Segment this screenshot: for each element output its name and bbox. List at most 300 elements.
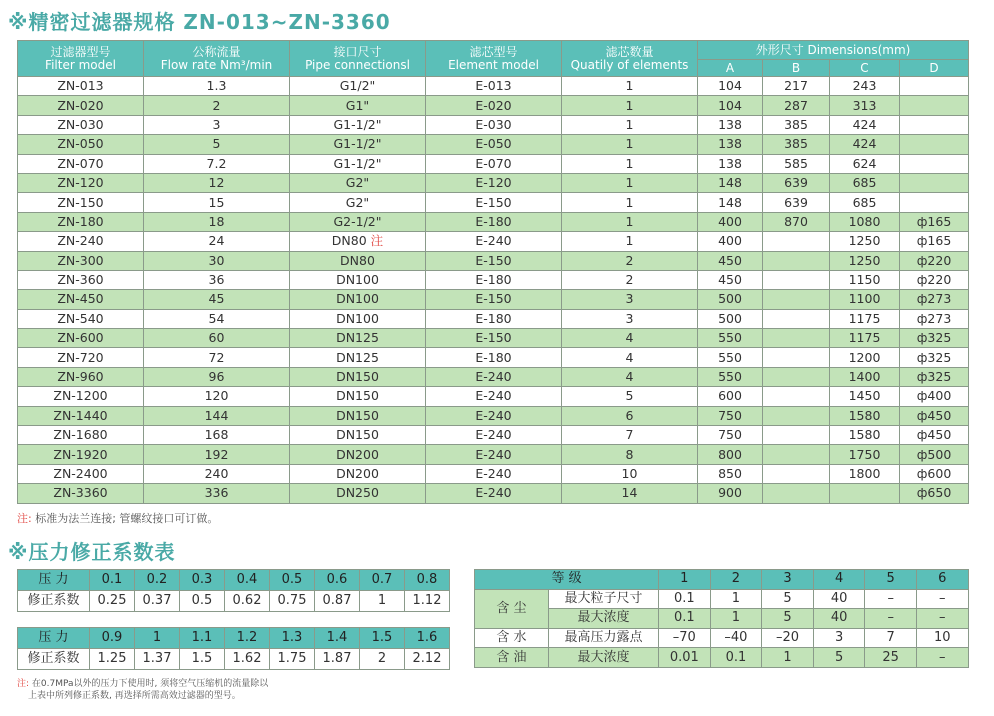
cell-dim-a: 138 (698, 135, 763, 154)
cell-qty: 2 (562, 251, 698, 270)
cell-dim-b (763, 484, 830, 503)
pressure-table-1 (17, 569, 450, 612)
pressure-value: 0.6 (315, 570, 360, 591)
cell-qty: 1 (562, 96, 698, 115)
cell-element: E-120 (426, 173, 562, 192)
cell-flow: 54 (144, 309, 290, 328)
grade-level: 1 (659, 570, 711, 590)
factor-value: 1.62 (225, 649, 270, 670)
factor-value: 2.12 (405, 649, 450, 670)
cell-qty: 1 (562, 193, 698, 212)
table-row (18, 173, 969, 192)
cell-dim-b: 870 (763, 212, 830, 231)
pressure-label: 压 力 (18, 570, 90, 591)
cell-dim-b (763, 406, 830, 425)
cell-pipe: DN150 (290, 387, 426, 406)
cell-model: ZN-1680 (18, 426, 144, 445)
cell-qty: 14 (562, 484, 698, 503)
factor-value: 1.5 (180, 649, 225, 670)
cell-flow: 168 (144, 426, 290, 445)
grade-level: 5 (865, 570, 917, 590)
cell-flow: 336 (144, 484, 290, 503)
cell-qty: 1 (562, 135, 698, 154)
cell-flow: 3 (144, 115, 290, 134)
cell-dim-b (763, 251, 830, 270)
cell-dim-d (900, 154, 969, 173)
cell-dim-d: ф450 (900, 426, 969, 445)
cell-element: E-020 (426, 96, 562, 115)
table-row (18, 135, 969, 154)
cell-flow: 144 (144, 406, 290, 425)
cell-element: E-240 (426, 406, 562, 425)
cell-dim-a: 400 (698, 232, 763, 251)
cell-model: ZN-540 (18, 309, 144, 328)
cell-dim-d: ф165 (900, 232, 969, 251)
cell-element: E-240 (426, 426, 562, 445)
grade-metric: 最大粒子尺寸 (549, 589, 659, 609)
grade-value: –70 (659, 628, 711, 648)
table-row (18, 193, 969, 212)
table-row (18, 115, 969, 134)
pressure-title: ※压力修正系数表 (8, 540, 176, 564)
cell-dim-c: 1080 (830, 212, 900, 231)
cell-model: ZN-050 (18, 135, 144, 154)
cell-dim-c: 313 (830, 96, 900, 115)
cell-dim-c: 1100 (830, 290, 900, 309)
grade-level: 2 (710, 570, 762, 590)
grade-metric: 最大浓度 (549, 648, 659, 668)
table-row (18, 426, 969, 445)
cell-dim-b (763, 309, 830, 328)
grade-value: 1 (710, 589, 762, 609)
cell-qty: 1 (562, 77, 698, 96)
cell-qty: 1 (562, 115, 698, 134)
cell-dim-b (763, 329, 830, 348)
pressure-value: 1.2 (225, 628, 270, 649)
table-row (18, 309, 969, 328)
cell-flow: 30 (144, 251, 290, 270)
cell-pipe: DN125 (290, 348, 426, 367)
cell-flow: 12 (144, 173, 290, 192)
cell-model: ZN-2400 (18, 464, 144, 483)
pressure-value: 0.2 (135, 570, 180, 591)
cell-dim-d: ф600 (900, 464, 969, 483)
cell-dim-a: 148 (698, 193, 763, 212)
header-flow: 公称流量 Flow rate Nm³/min (144, 41, 290, 77)
factor-value: 0.37 (135, 591, 180, 612)
header-dimensions: 外形尺寸 Dimensions(mm) (698, 41, 969, 60)
cell-dim-c: 1250 (830, 232, 900, 251)
cell-pipe: DN100 (290, 270, 426, 289)
table-row (18, 290, 969, 309)
table-row (18, 212, 969, 231)
grade-value: 5 (762, 609, 814, 629)
cell-dim-a: 900 (698, 484, 763, 503)
cell-dim-b (763, 367, 830, 386)
cell-model: ZN-240 (18, 232, 144, 251)
cell-dim-a: 550 (698, 329, 763, 348)
grade-level: 3 (762, 570, 814, 590)
pressure-value: 1.5 (360, 628, 405, 649)
cell-dim-c: 1200 (830, 348, 900, 367)
grade-metric: 最高压力露点 (549, 628, 659, 648)
grade-value: 25 (865, 648, 917, 668)
cell-dim-c: 1175 (830, 309, 900, 328)
table-row (18, 445, 969, 464)
cell-element: E-150 (426, 193, 562, 212)
table-row (18, 484, 969, 503)
grade-value: – (865, 609, 917, 629)
cell-dim-b: 217 (763, 77, 830, 96)
factor-value: 1.12 (405, 591, 450, 612)
cell-dim-a: 750 (698, 426, 763, 445)
cell-element: E-150 (426, 329, 562, 348)
factor-value: 1.37 (135, 649, 180, 670)
cell-pipe: DN150 (290, 367, 426, 386)
cell-dim-c: 1175 (830, 329, 900, 348)
factor-value: 0.25 (90, 591, 135, 612)
cell-model: ZN-360 (18, 270, 144, 289)
cell-flow: 72 (144, 348, 290, 367)
cell-flow: 96 (144, 367, 290, 386)
cell-dim-c: 424 (830, 135, 900, 154)
header-pipe: 接口尺寸 Pipe connectionsl (290, 41, 426, 77)
grade-value: – (865, 589, 917, 609)
factor-value: 1.75 (270, 649, 315, 670)
pressure-value: 0.9 (90, 628, 135, 649)
cell-dim-b (763, 348, 830, 367)
cell-dim-a: 400 (698, 212, 763, 231)
cell-model: ZN-020 (18, 96, 144, 115)
factor-value: 0.75 (270, 591, 315, 612)
factor-label: 修正系数 (18, 591, 90, 612)
cell-element: E-013 (426, 77, 562, 96)
cell-element: E-180 (426, 212, 562, 231)
cell-model: ZN-3360 (18, 484, 144, 503)
cell-model: ZN-120 (18, 173, 144, 192)
cell-model: ZN-070 (18, 154, 144, 173)
grade-value: – (916, 648, 968, 668)
cell-model: ZN-720 (18, 348, 144, 367)
cell-dim-b (763, 387, 830, 406)
cell-dim-d: ф165 (900, 212, 969, 231)
cell-dim-a: 450 (698, 251, 763, 270)
cell-model: ZN-960 (18, 367, 144, 386)
header-element: 滤芯型号 Element model (426, 41, 562, 77)
cell-flow: 15 (144, 193, 290, 212)
table-row (18, 387, 969, 406)
table-row (18, 154, 969, 173)
cell-dim-b: 585 (763, 154, 830, 173)
cell-dim-d: ф220 (900, 270, 969, 289)
cell-element: E-240 (426, 367, 562, 386)
table-row (18, 232, 969, 251)
cell-dim-b: 287 (763, 96, 830, 115)
cell-dim-a: 550 (698, 348, 763, 367)
cell-dim-c: 1400 (830, 367, 900, 386)
pressure-value: 1.4 (315, 628, 360, 649)
cell-model: ZN-180 (18, 212, 144, 231)
factor-value: 0.62 (225, 591, 270, 612)
cell-flow: 18 (144, 212, 290, 231)
cell-qty: 2 (562, 270, 698, 289)
cell-dim-b (763, 445, 830, 464)
cell-qty: 3 (562, 309, 698, 328)
cell-dim-a: 450 (698, 270, 763, 289)
factor-label: 修正系数 (18, 649, 90, 670)
grade-value: 5 (762, 589, 814, 609)
table-row (18, 251, 969, 270)
pressure-value: 1.6 (405, 628, 450, 649)
cell-flow: 7.2 (144, 154, 290, 173)
pressure-table-2 (17, 627, 450, 670)
cell-pipe: DN150 (290, 426, 426, 445)
grade-level: 4 (813, 570, 865, 590)
cell-qty: 1 (562, 232, 698, 251)
cell-pipe: G1-1/2" (290, 135, 426, 154)
factor-value: 0.5 (180, 591, 225, 612)
grade-level: 6 (916, 570, 968, 590)
cell-flow: 60 (144, 329, 290, 348)
cell-dim-c: 1580 (830, 406, 900, 425)
grade-value: 5 (813, 648, 865, 668)
grade-water: 含 水 (475, 628, 549, 648)
cell-dim-d: ф450 (900, 406, 969, 425)
cell-flow: 5 (144, 135, 290, 154)
cell-pipe: G2-1/2" (290, 212, 426, 231)
grade-metric: 最大浓度 (549, 609, 659, 629)
cell-element: E-150 (426, 251, 562, 270)
cell-element: E-180 (426, 309, 562, 328)
cell-dim-a: 148 (698, 173, 763, 192)
grade-table (474, 569, 969, 668)
grade-value: –40 (710, 628, 762, 648)
cell-pipe: DN200 (290, 445, 426, 464)
cell-dim-b (763, 464, 830, 483)
cell-pipe: DN200 (290, 464, 426, 483)
cell-qty: 5 (562, 387, 698, 406)
spec-title: ※精密过滤器规格 ZN-013~ZN-3360 (8, 10, 391, 34)
cell-model: ZN-1440 (18, 406, 144, 425)
cell-qty: 1 (562, 212, 698, 231)
cell-qty: 4 (562, 367, 698, 386)
cell-model: ZN-030 (18, 115, 144, 134)
cell-pipe: DN250 (290, 484, 426, 503)
cell-element: E-240 (426, 232, 562, 251)
cell-dim-c: 424 (830, 115, 900, 134)
grade-value: 0.1 (659, 609, 711, 629)
flange-note: 注: 标准为法兰连接; 管螺纹接口可订做。 (17, 512, 219, 525)
pressure-value: 0.3 (180, 570, 225, 591)
header-qty: 滤芯数量 Quatily of elements (562, 41, 698, 77)
header-dim-c: C (830, 60, 900, 77)
grade-oil: 含 油 (475, 648, 549, 668)
factor-value: 2 (360, 649, 405, 670)
grade-value: 0.01 (659, 648, 711, 668)
header-dim-b: B (763, 60, 830, 77)
cell-dim-d: ф325 (900, 367, 969, 386)
cell-dim-b: 385 (763, 115, 830, 134)
cell-model: ZN-450 (18, 290, 144, 309)
cell-dim-a: 800 (698, 445, 763, 464)
cell-dim-d: ф220 (900, 251, 969, 270)
cell-dim-a: 600 (698, 387, 763, 406)
cell-pipe: G1-1/2" (290, 115, 426, 134)
cell-dim-d: ф650 (900, 484, 969, 503)
cell-element: E-180 (426, 270, 562, 289)
grade-value: –20 (762, 628, 814, 648)
cell-model: ZN-1200 (18, 387, 144, 406)
pressure-note: 注: 在0.7MPa以外的压力下使用时, 须将空气压缩机的流量除以 上表中所列修正系数, 再选择所需高效过滤器的型号。 (17, 679, 269, 701)
cell-flow: 240 (144, 464, 290, 483)
cell-dim-d (900, 193, 969, 212)
cell-pipe: DN100 (290, 290, 426, 309)
cell-dim-a: 500 (698, 309, 763, 328)
cell-dim-d (900, 115, 969, 134)
grade-value: – (916, 609, 968, 629)
cell-dim-a: 104 (698, 96, 763, 115)
cell-model: ZN-150 (18, 193, 144, 212)
cell-pipe: DN80 (290, 251, 426, 270)
grade-label: 等 级 (475, 570, 659, 590)
cell-qty: 1 (562, 173, 698, 192)
cell-flow: 192 (144, 445, 290, 464)
cell-dim-c: 1800 (830, 464, 900, 483)
cell-dim-c (830, 484, 900, 503)
cell-pipe: G2" (290, 193, 426, 212)
cell-pipe: G1/2" (290, 77, 426, 96)
cell-dim-b: 639 (763, 193, 830, 212)
factor-value: 1.25 (90, 649, 135, 670)
cell-dim-a: 138 (698, 115, 763, 134)
cell-qty: 4 (562, 348, 698, 367)
cell-element: E-070 (426, 154, 562, 173)
pressure-label: 压 力 (18, 628, 90, 649)
cell-dim-b (763, 290, 830, 309)
pressure-value: 1.1 (180, 628, 225, 649)
cell-qty: 8 (562, 445, 698, 464)
cell-dim-b (763, 232, 830, 251)
pressure-value: 0.8 (405, 570, 450, 591)
cell-pipe: DN150 (290, 406, 426, 425)
cell-dim-c: 624 (830, 154, 900, 173)
cell-element: E-240 (426, 464, 562, 483)
table-row (18, 96, 969, 115)
grade-value: 10 (916, 628, 968, 648)
cell-dim-c: 685 (830, 193, 900, 212)
cell-dim-c: 1250 (830, 251, 900, 270)
pressure-value: 0.1 (90, 570, 135, 591)
cell-flow: 2 (144, 96, 290, 115)
cell-flow: 24 (144, 232, 290, 251)
cell-dim-a: 500 (698, 290, 763, 309)
factor-value: 1 (360, 591, 405, 612)
cell-pipe-text: DN80 (331, 233, 367, 249)
grade-dust: 含 尘 (475, 589, 549, 628)
cell-qty: 4 (562, 329, 698, 348)
grade-value: 40 (813, 589, 865, 609)
cell-dim-c: 1450 (830, 387, 900, 406)
cell-model: ZN-300 (18, 251, 144, 270)
cell-pipe: G2" (290, 173, 426, 192)
cell-dim-b (763, 270, 830, 289)
header-model: 过滤器型号 Filter model (18, 41, 144, 77)
cell-pipe: G1-1/2" (290, 154, 426, 173)
cell-dim-c: 685 (830, 173, 900, 192)
header-dim-d: D (900, 60, 969, 77)
cell-qty: 3 (562, 290, 698, 309)
grade-value: – (916, 589, 968, 609)
factor-value: 0.87 (315, 591, 360, 612)
cell-element: E-240 (426, 484, 562, 503)
cell-dim-d: ф325 (900, 329, 969, 348)
cell-dim-c: 1150 (830, 270, 900, 289)
grade-value: 7 (865, 628, 917, 648)
cell-dim-a: 850 (698, 464, 763, 483)
cell-pipe: DN125 (290, 329, 426, 348)
cell-flow: 36 (144, 270, 290, 289)
grade-value: 40 (813, 609, 865, 629)
cell-dim-d: ф400 (900, 387, 969, 406)
cell-dim-d: ф325 (900, 348, 969, 367)
cell-element: E-050 (426, 135, 562, 154)
cell-pipe: DN100 (290, 309, 426, 328)
cell-dim-a: 138 (698, 154, 763, 173)
factor-value: 1.87 (315, 649, 360, 670)
cell-pipe (290, 232, 426, 251)
cell-dim-b (763, 426, 830, 445)
cell-dim-d (900, 173, 969, 192)
cell-dim-d (900, 77, 969, 96)
cell-model: ZN-600 (18, 329, 144, 348)
cell-element: E-240 (426, 387, 562, 406)
cell-dim-c: 1580 (830, 426, 900, 445)
table-row (18, 367, 969, 386)
table-row (18, 329, 969, 348)
table-row (18, 348, 969, 367)
cell-dim-d (900, 96, 969, 115)
table-row (18, 77, 969, 96)
cell-qty: 1 (562, 154, 698, 173)
cell-flow: 120 (144, 387, 290, 406)
pressure-value: 1.3 (270, 628, 315, 649)
cell-element: E-150 (426, 290, 562, 309)
cell-qty: 10 (562, 464, 698, 483)
cell-element: E-180 (426, 348, 562, 367)
cell-dim-a: 104 (698, 77, 763, 96)
cell-dim-a: 750 (698, 406, 763, 425)
cell-element: E-030 (426, 115, 562, 134)
cell-dim-a: 550 (698, 367, 763, 386)
cell-flow: 1.3 (144, 77, 290, 96)
table-row (18, 464, 969, 483)
cell-dim-d (900, 135, 969, 154)
table-row (18, 406, 969, 425)
grade-value: 3 (813, 628, 865, 648)
cell-dim-d: ф273 (900, 309, 969, 328)
pressure-value: 0.5 (270, 570, 315, 591)
flange-mark: 注 (370, 233, 384, 249)
grade-value: 0.1 (710, 648, 762, 668)
pressure-value: 0.4 (225, 570, 270, 591)
grade-value: 0.1 (659, 589, 711, 609)
cell-dim-d: ф500 (900, 445, 969, 464)
cell-dim-c: 1750 (830, 445, 900, 464)
cell-model: ZN-1920 (18, 445, 144, 464)
cell-dim-d: ф273 (900, 290, 969, 309)
pressure-value: 0.7 (360, 570, 405, 591)
cell-model: ZN-013 (18, 77, 144, 96)
